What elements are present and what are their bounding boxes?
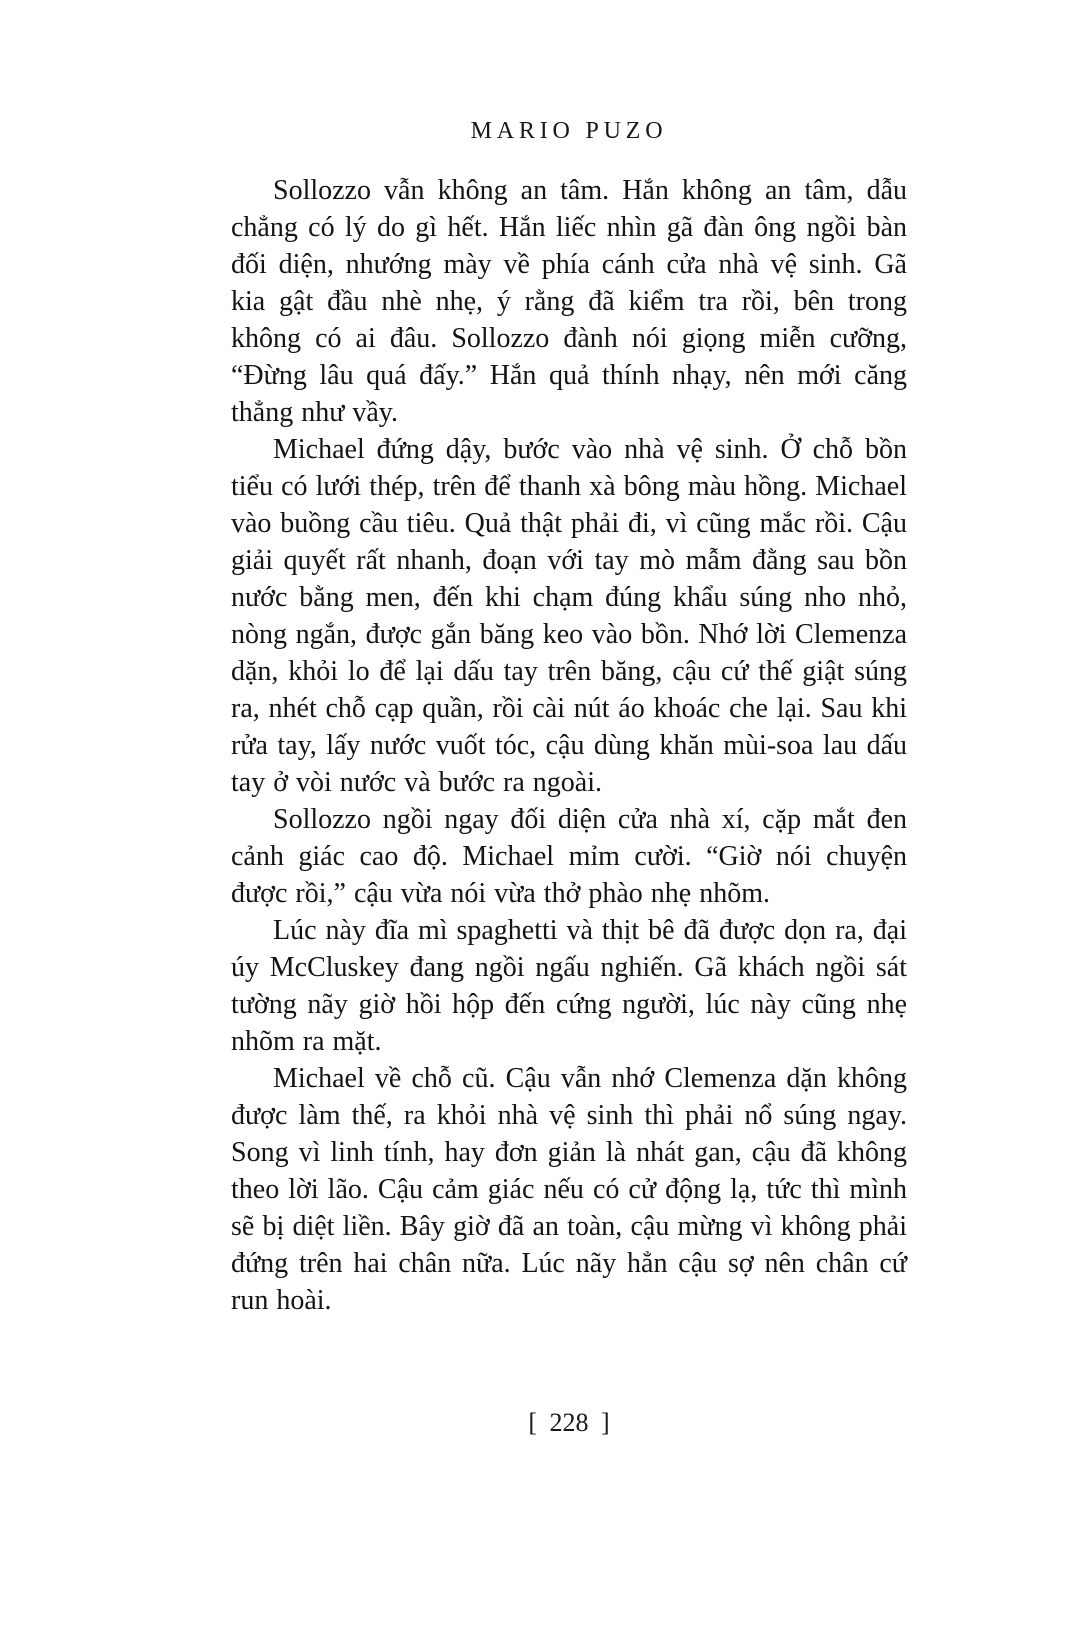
body-text [231,172,907,1319]
page-number: [ 228 ] [528,1408,610,1437]
paragraph: Michael đứng dậy, bước vào nhà vệ sinh. Ở chỗ bồn tiểu có lưới thép, trên để thanh xà bông màu hồng. Michael vào buồng cầu tiêu. Quả thật phải đi, vì cũng mắc rồi. Cậu giải quyết rất nhanh, đoạn với tay mò mẫm đằng sau bồn nước bằng men, đến khi chạm đúng khẩu súng nho nhỏ, nòng ngắn, được gắn băng keo vào bồn. Nhớ lời Clemenza dặn, khỏi lo để lại dấu tay trên băng, cậu cứ thế giật súng ra, nhét chỗ cạp quần, rồi cài nút áo khoác che lại. Sau khi rửa tay, lấy nước vuốt tóc, cậu dùng khăn mùi-soa lau dấu tay ở vòi nước và bước ra ngoài. [231,434,907,798]
paragraph: Lúc này đĩa mì spaghetti và thịt bê đã được dọn ra, đại úy McCluskey đang ngồi ngấu nghiến. Gã khách ngồi sát tường nãy giờ hồi hộp đến cứng người, lúc này cũng nhẹ nhõm ra mặt. [231,915,907,1057]
paragraph: Michael về chỗ cũ. Cậu vẫn nhớ Clemenza dặn không được làm thế, ra khỏi nhà vệ sinh thì phải nổ súng ngay. Song vì linh tính, hay đơn giản là nhát gan, cậu đã không theo lời lão. Cậu cảm giác nếu có cử động lạ, tức thì mình sẽ bị diệt liền. Bây giờ đã an toàn, cậu mừng vì không phải đứng trên hai chân nữa. Lúc nãy hẳn cậu sợ nên chân cứ run hoài. [231,1063,907,1316]
paragraph: Sollozzo vẫn không an tâm. Hắn không an tâm, dẫu chẳng có lý do gì hết. Hắn liếc nhìn gã đàn ông ngồi bàn đối diện, nhướng mày về phía cánh cửa nhà vệ sinh. Gã kia gật đầu nhè nhẹ, ý rằng đã kiểm tra rồi, bên trong không có ai đâu. Sollozzo đành nói giọng miễn cưỡng, “Đừng lâu quá đấy.” Hắn quả thính nhạy, nên mới căng thẳng như vầy. [231,175,907,428]
paragraph: Sollozzo ngồi ngay đối diện cửa nhà xí, cặp mắt đen cảnh giác cao độ. Michael mỉm cười. “Giờ nói chuyện được rồi,” cậu vừa nói vừa thở phào nhẹ nhõm. [231,804,907,909]
running-header-author: MARIO PUZO [470,118,668,144]
